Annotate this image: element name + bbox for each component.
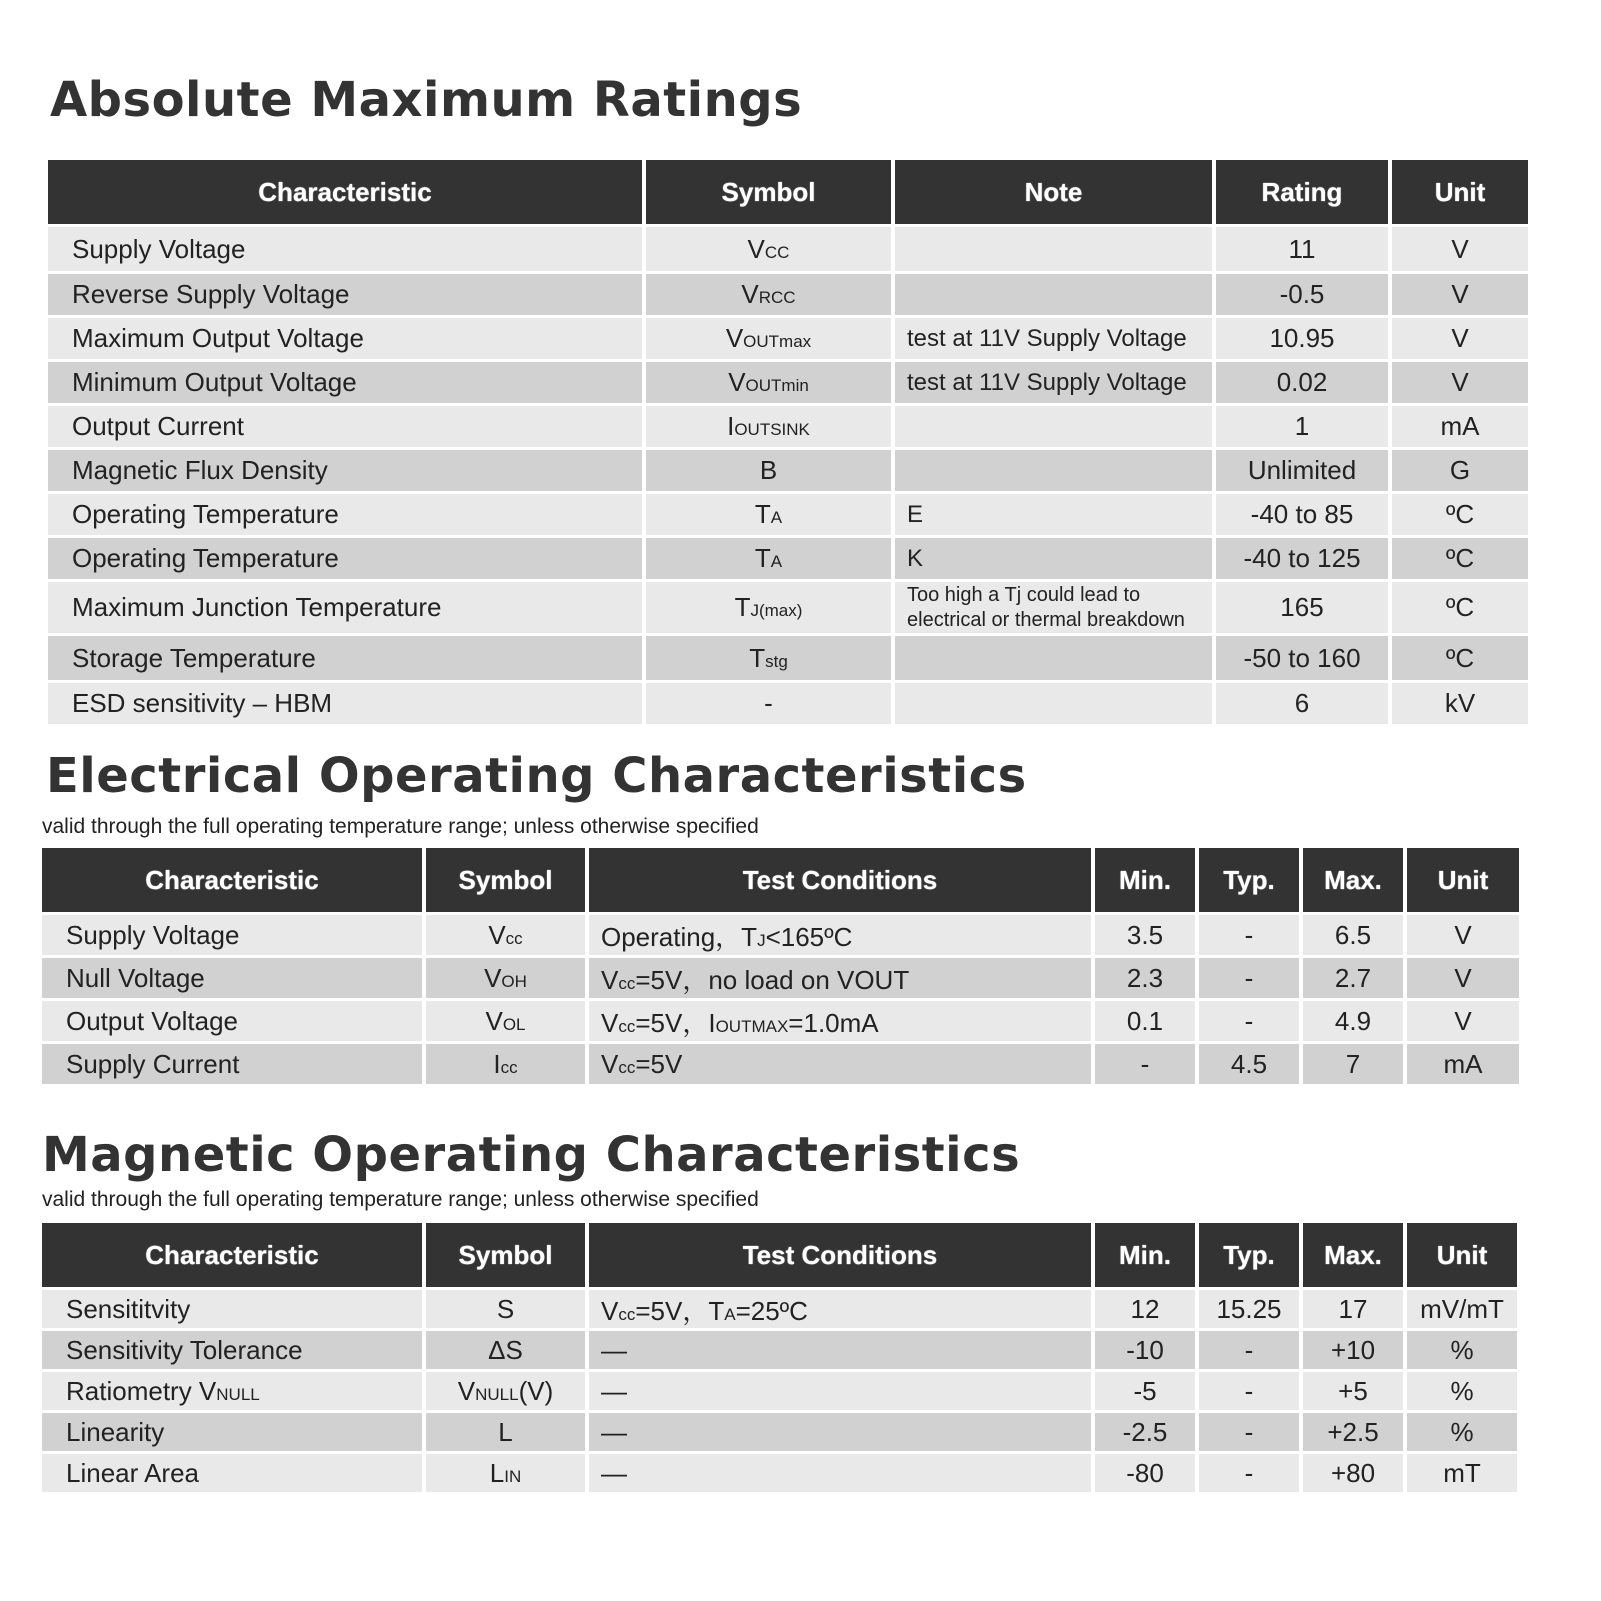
header-unit: Unit xyxy=(1407,1223,1517,1287)
symbol-cell xyxy=(646,227,891,271)
header-test-conditions: Test Conditions xyxy=(589,1223,1091,1287)
characteristic-cell: Magnetic Flux Density xyxy=(48,450,642,491)
characteristic-cell: Output Current xyxy=(48,406,642,447)
characteristic-text: Linear Area xyxy=(66,1457,199,1488)
test-conditions-cell xyxy=(589,1001,1091,1041)
symbol-text: T xyxy=(754,499,771,529)
condition-subscript: cc xyxy=(618,1304,636,1324)
typ-cell: - xyxy=(1199,1331,1299,1369)
symbol-cell xyxy=(426,915,585,955)
rating-cell: 10.95 xyxy=(1216,318,1388,359)
symbol-cell xyxy=(426,958,585,998)
characteristic-cell: Null Voltage xyxy=(42,958,422,998)
magnetic-subtitle: valid through the full operating temperature range; unless otherwise specified xyxy=(42,1188,759,1211)
table-row xyxy=(48,406,1528,447)
rating-cell: Unlimited xyxy=(1216,450,1388,491)
symbol-text: S xyxy=(496,1293,515,1324)
min-cell: -2.5 xyxy=(1095,1413,1195,1451)
rating-cell: 11 xyxy=(1216,227,1388,271)
typ-cell: 4.5 xyxy=(1199,1044,1299,1084)
header-characteristic: Characteristic xyxy=(42,1223,422,1287)
symbol-text: V xyxy=(725,323,744,353)
condition-text: Operating，T xyxy=(601,921,758,952)
symbol-subscript: OUTmax xyxy=(743,332,812,351)
unit-cell: V xyxy=(1407,1001,1519,1041)
abs-max-title: Absolute Maximum Ratings xyxy=(50,72,803,128)
unit-cell: kV xyxy=(1392,683,1528,724)
test-conditions-cell xyxy=(589,1413,1091,1451)
symbol-subscript: IN xyxy=(504,1466,522,1486)
note-cell: Too high a Tj could lead to electrical or thermal breakdown xyxy=(895,582,1212,633)
symbol-cell xyxy=(426,1372,585,1410)
condition-text: =5V，no load on VOUT xyxy=(635,964,910,995)
table-row xyxy=(42,1413,1517,1451)
unit-cell: ºC xyxy=(1392,494,1528,535)
rating-cell: 1 xyxy=(1216,406,1388,447)
condition-text: V xyxy=(601,1048,619,1079)
condition-subscript: cc xyxy=(618,1016,636,1036)
table-row xyxy=(42,1331,1517,1369)
typ-cell: - xyxy=(1199,1372,1299,1410)
table-row xyxy=(48,450,1528,491)
symbol-text: V xyxy=(457,1375,476,1406)
characteristic-text: Sensitivity Tolerance xyxy=(66,1334,303,1365)
note-cell: E xyxy=(895,494,1212,535)
typ-cell: 15.25 xyxy=(1199,1290,1299,1328)
rating-cell: 165 xyxy=(1216,582,1388,633)
unit-cell: V xyxy=(1392,362,1528,403)
symbol-subscript: A xyxy=(770,508,783,527)
symbol-text: V xyxy=(747,233,765,264)
table-row xyxy=(48,362,1528,403)
magnetic-title: Magnetic Operating Characteristics xyxy=(42,1127,1021,1183)
unit-cell: mA xyxy=(1407,1044,1519,1084)
condition-text: <165ºC xyxy=(765,921,853,952)
symbol-text: V xyxy=(488,919,506,950)
symbol-subscript: OH xyxy=(501,971,527,991)
symbol-cell xyxy=(426,1001,585,1041)
header-note: Note xyxy=(895,160,1212,224)
characteristic-cell: Maximum Output Voltage xyxy=(48,318,642,359)
typ-cell: - xyxy=(1199,1413,1299,1451)
symbol-text: V xyxy=(741,279,759,309)
symbol-text: L xyxy=(498,1416,513,1447)
min-cell: -80 xyxy=(1095,1454,1195,1492)
characteristic-cell: Maximum Junction Temperature xyxy=(48,582,642,633)
symbol-subscript: cc xyxy=(505,928,523,948)
symbol-subscript: CC xyxy=(764,242,790,262)
symbol-subscript: RCC xyxy=(758,288,796,307)
test-conditions-cell xyxy=(589,1372,1091,1410)
min-cell: - xyxy=(1095,1044,1195,1084)
note-cell: test at 11V Supply Voltage xyxy=(895,362,1212,403)
condition-subscript: J xyxy=(757,930,766,950)
unit-cell: V xyxy=(1392,274,1528,315)
symbol-text: I xyxy=(493,1048,501,1079)
unit-cell: V xyxy=(1407,915,1519,955)
condition-subscript: cc xyxy=(618,1057,636,1077)
symbol-text: I xyxy=(727,411,735,441)
table-row xyxy=(48,636,1528,680)
table-row xyxy=(48,318,1528,359)
max-cell: 6.5 xyxy=(1303,915,1403,955)
condition-text: =25ºC xyxy=(735,1295,808,1326)
header-symbol: Symbol xyxy=(646,160,891,224)
condition-text: — xyxy=(601,1334,627,1365)
condition-text: — xyxy=(601,1375,627,1406)
characteristic-cell: Operating Temperature xyxy=(48,538,642,579)
condition-text: =5V，I xyxy=(635,1007,716,1038)
typ-cell: - xyxy=(1199,1454,1299,1492)
characteristic-subscript: NULL xyxy=(216,1384,260,1404)
max-cell: +2.5 xyxy=(1303,1413,1403,1451)
symbol-cell xyxy=(646,274,891,315)
table-row xyxy=(42,1044,1519,1084)
symbol-text: B xyxy=(759,455,778,485)
symbol-cell xyxy=(646,538,891,579)
unit-cell: V xyxy=(1392,318,1528,359)
note-cell xyxy=(895,274,1212,315)
condition-text: =5V，T xyxy=(635,1295,725,1326)
max-cell: 4.9 xyxy=(1303,1001,1403,1041)
header-typ: Typ. xyxy=(1199,1223,1299,1287)
header-symbol: Symbol xyxy=(426,848,585,912)
unit-cell: ºC xyxy=(1392,538,1528,579)
test-conditions-cell xyxy=(589,1331,1091,1369)
min-cell: 12 xyxy=(1095,1290,1195,1328)
test-conditions-cell xyxy=(589,915,1091,955)
symbol-text: T xyxy=(734,592,751,622)
note-cell xyxy=(895,227,1212,271)
header-test-conditions: Test Conditions xyxy=(589,848,1091,912)
unit-cell: % xyxy=(1407,1372,1517,1410)
header-characteristic: Characteristic xyxy=(48,160,642,224)
symbol-cell xyxy=(646,406,891,447)
min-cell: -10 xyxy=(1095,1331,1195,1369)
unit-cell: mA xyxy=(1392,406,1528,447)
electrical-subtitle: valid through the full operating temperature range; unless otherwise specified xyxy=(42,815,759,838)
header-symbol: Symbol xyxy=(426,1223,585,1287)
table-row xyxy=(42,1454,1517,1492)
symbol-cell xyxy=(426,1454,585,1492)
max-cell: +10 xyxy=(1303,1331,1403,1369)
table-row xyxy=(42,958,1519,998)
condition-subscript: A xyxy=(724,1304,736,1324)
condition-text: — xyxy=(601,1416,627,1447)
characteristic-cell: Supply Current xyxy=(42,1044,422,1084)
symbol-cell xyxy=(426,1413,585,1451)
symbol-text: V xyxy=(728,367,746,397)
min-cell: 0.1 xyxy=(1095,1001,1195,1041)
symbol-cell xyxy=(646,683,891,724)
electrical-title: Electrical Operating Characteristics xyxy=(46,748,1027,804)
header-unit: Unit xyxy=(1392,160,1528,224)
symbol-subscript: NULL xyxy=(475,1384,519,1404)
symbol-text: ΔS xyxy=(488,1334,523,1365)
table-row xyxy=(48,683,1528,724)
characteristic-cell: ESD sensitivity – HBM xyxy=(48,683,642,724)
table-row xyxy=(48,538,1528,579)
symbol-cell xyxy=(646,318,891,359)
table-row xyxy=(42,915,1519,955)
rating-cell: -40 to 125 xyxy=(1216,538,1388,579)
characteristic-cell: Reverse Supply Voltage xyxy=(48,274,642,315)
symbol-cell xyxy=(646,362,891,403)
condition-text: V xyxy=(601,1007,619,1038)
symbol-text: V xyxy=(485,1005,503,1036)
header-min: Min. xyxy=(1095,848,1195,912)
symbol-cell xyxy=(426,1331,585,1369)
condition-text: — xyxy=(601,1457,627,1488)
symbol-text: L xyxy=(489,1457,505,1488)
condition-text: =5V xyxy=(635,1048,683,1079)
unit-cell: % xyxy=(1407,1413,1517,1451)
note-cell xyxy=(895,683,1212,724)
header-min: Min. xyxy=(1095,1223,1195,1287)
note-cell: test at 11V Supply Voltage xyxy=(895,318,1212,359)
min-cell: 3.5 xyxy=(1095,915,1195,955)
magnetic-table xyxy=(38,1220,1521,1495)
characteristic-cell: Minimum Output Voltage xyxy=(48,362,642,403)
header-rating: Rating xyxy=(1216,160,1388,224)
table-row xyxy=(48,494,1528,535)
typ-cell: - xyxy=(1199,958,1299,998)
symbol-subscript: OUTSINK xyxy=(734,420,810,439)
rating-cell: 0.02 xyxy=(1216,362,1388,403)
test-conditions-cell xyxy=(589,1290,1091,1328)
unit-cell: % xyxy=(1407,1331,1517,1369)
symbol-text: T xyxy=(754,543,771,573)
condition-subscript: OUTMAX xyxy=(715,1016,789,1036)
unit-cell: ºC xyxy=(1392,636,1528,680)
note-cell xyxy=(895,450,1212,491)
characteristic-text: Sensititvity xyxy=(66,1293,191,1324)
symbol-text: V xyxy=(484,962,502,993)
table-row xyxy=(48,227,1528,271)
unit-cell: mT xyxy=(1407,1454,1517,1492)
unit-cell: G xyxy=(1392,450,1528,491)
table-row xyxy=(48,274,1528,315)
header-typ: Typ. xyxy=(1199,848,1299,912)
rating-cell: -50 to 160 xyxy=(1216,636,1388,680)
test-conditions-cell xyxy=(589,1044,1091,1084)
condition-text: =1.0mA xyxy=(788,1007,879,1038)
characteristic-cell: Operating Temperature xyxy=(48,494,642,535)
condition-subscript: cc xyxy=(618,973,636,993)
max-cell: 2.7 xyxy=(1303,958,1403,998)
symbol-cell xyxy=(646,494,891,535)
characteristic-cell: Storage Temperature xyxy=(48,636,642,680)
characteristic-cell xyxy=(42,1331,422,1369)
symbol-text: (V) xyxy=(518,1375,554,1406)
header-characteristic: Characteristic xyxy=(42,848,422,912)
condition-text: V xyxy=(601,1295,619,1326)
symbol-subscript: OUTmin xyxy=(745,376,809,395)
characteristic-cell xyxy=(42,1290,422,1328)
note-cell xyxy=(895,406,1212,447)
symbol-cell xyxy=(646,636,891,680)
table-row xyxy=(42,1372,1517,1410)
unit-cell: V xyxy=(1392,227,1528,271)
characteristic-cell: Supply Voltage xyxy=(42,915,422,955)
rating-cell: -0.5 xyxy=(1216,274,1388,315)
test-conditions-cell xyxy=(589,958,1091,998)
max-cell: +5 xyxy=(1303,1372,1403,1410)
unit-cell: mV/mT xyxy=(1407,1290,1517,1328)
characteristic-text: Linearity xyxy=(66,1416,165,1447)
unit-cell: ºC xyxy=(1392,582,1528,633)
symbol-subscript: cc xyxy=(500,1057,518,1077)
header-unit: Unit xyxy=(1407,848,1519,912)
abs-max-table xyxy=(44,157,1532,727)
note-cell: K xyxy=(895,538,1212,579)
symbol-cell xyxy=(426,1290,585,1328)
symbol-cell xyxy=(426,1044,585,1084)
symbol-subscript: J(max) xyxy=(750,601,803,620)
symbol-cell xyxy=(646,582,891,633)
min-cell: 2.3 xyxy=(1095,958,1195,998)
abs-max-header-row xyxy=(48,160,1528,224)
header-max: Max. xyxy=(1303,1223,1403,1287)
table-row xyxy=(48,582,1528,633)
symbol-text: - xyxy=(764,688,773,718)
typ-cell: - xyxy=(1199,915,1299,955)
max-cell: 7 xyxy=(1303,1044,1403,1084)
characteristic-cell xyxy=(42,1372,422,1410)
magnetic-header-row xyxy=(42,1223,1517,1287)
table-row xyxy=(42,1001,1519,1041)
symbol-subscript: OL xyxy=(502,1014,526,1034)
electrical-table xyxy=(38,845,1523,1087)
max-cell: +80 xyxy=(1303,1454,1403,1492)
rating-cell: 6 xyxy=(1216,683,1388,724)
electrical-header-row xyxy=(42,848,1519,912)
symbol-cell xyxy=(646,450,891,491)
note-cell xyxy=(895,636,1212,680)
characteristic-cell: Output Voltage xyxy=(42,1001,422,1041)
table-row xyxy=(42,1290,1517,1328)
symbol-subscript: A xyxy=(770,552,783,571)
min-cell: -5 xyxy=(1095,1372,1195,1410)
symbol-text: T xyxy=(749,642,766,673)
characteristic-cell xyxy=(42,1454,422,1492)
header-max: Max. xyxy=(1303,848,1403,912)
characteristic-text: Ratiometry V xyxy=(66,1375,217,1406)
condition-text: V xyxy=(601,964,619,995)
unit-cell: V xyxy=(1407,958,1519,998)
typ-cell: - xyxy=(1199,1001,1299,1041)
characteristic-cell: Supply Voltage xyxy=(48,227,642,271)
rating-cell: -40 to 85 xyxy=(1216,494,1388,535)
max-cell: 17 xyxy=(1303,1290,1403,1328)
symbol-subscript: stg xyxy=(765,651,788,671)
test-conditions-cell xyxy=(589,1454,1091,1492)
characteristic-cell xyxy=(42,1413,422,1451)
